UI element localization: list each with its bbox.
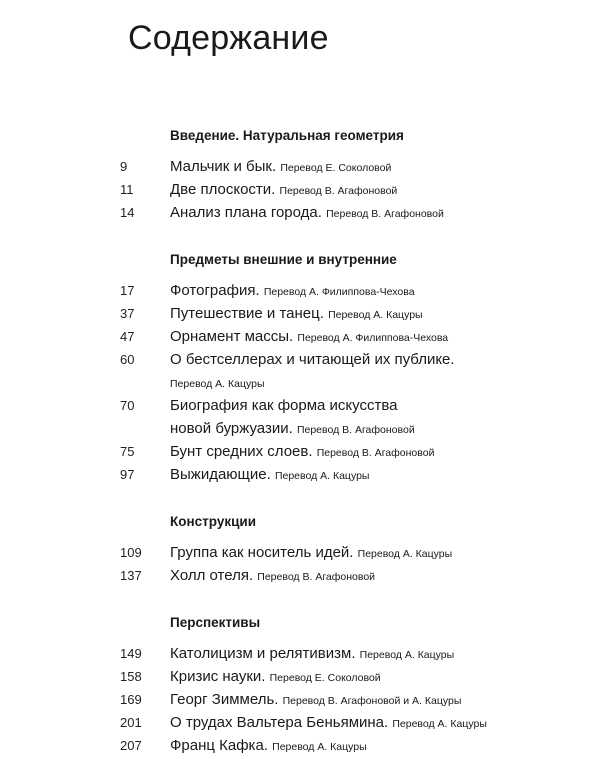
page-number: 37 [120,306,135,321]
entry-title[interactable] [170,665,381,690]
entry-title-text: О бестселлерах и читающей их публике. [170,351,455,368]
toc-entry-line [0,463,600,486]
translator-credit: Перевод В. Агафоновой [279,185,398,197]
toc-entry[interactable] [0,642,600,665]
page-number: 109 [120,545,142,560]
entry-title[interactable] [170,302,423,327]
translator-credit: Перевод А. Кацуры [359,649,455,661]
toc-entry-line [0,564,600,587]
entry-title-text: Биография как форма искусства [170,397,398,414]
page-number: 75 [120,444,135,459]
translator-credit: Перевод Е. Соколовой [269,672,381,684]
toc-entry-line [0,201,600,224]
entry-title-text: Фотография. [170,282,260,299]
entry-title[interactable] [170,440,434,465]
page-number: 60 [120,352,135,367]
translator-credit: Перевод Е. Соколовой [280,162,392,174]
section-title: Предметы внешние и внутренние [170,252,397,267]
page-number: 17 [120,283,135,298]
entry-title[interactable] [170,688,461,713]
entry-title-text: Бунт средних слоев. [170,443,313,460]
translator-credit: Перевод А. Филиппова-Чехова [297,332,449,344]
entry-title-text: Католицизм и релятивизм. [170,645,356,662]
toc-entry[interactable] [0,201,600,224]
page-number: 149 [120,646,142,661]
page-number: 201 [120,715,142,730]
toc-entry[interactable] [0,325,600,348]
entry-title-text: Путешествие и танец. [170,305,324,322]
toc-section [0,250,600,486]
entry-title[interactable] [170,325,448,350]
page-number: 70 [120,398,135,413]
page-number: 11 [120,182,134,197]
entry-title-text: Две плоскости. [170,181,276,198]
entry-title[interactable] [170,564,375,589]
translator-credit: Перевод А. Кацуры [272,741,367,753]
toc-entry[interactable] [0,665,600,688]
toc-entry-line [0,178,600,201]
toc-entry[interactable] [0,348,600,394]
toc-entry-line [0,711,600,734]
toc-entry[interactable] [0,541,600,564]
entry-title-text: Группа как носитель идей. [170,544,354,561]
toc-entry-line [0,325,600,348]
translator-line [170,371,600,394]
table-of-contents [0,100,600,757]
toc-entry[interactable] [0,564,600,587]
entry-title[interactable] [170,279,415,304]
page-number: 47 [120,329,135,344]
entry-title[interactable] [170,541,452,566]
page-number: 207 [120,738,142,753]
toc-entry[interactable] [0,734,600,757]
toc-entry[interactable] [0,440,600,463]
page-number: 97 [120,467,135,482]
entry-title[interactable] [170,711,487,736]
entry-title-text: Кризис науки. [170,668,266,685]
toc-entry-line [0,440,600,463]
toc-entry[interactable] [0,279,600,302]
toc-section [0,613,600,757]
toc-entry-line [0,642,600,665]
section-title: Конструкции [170,514,256,529]
toc-entry-line [0,155,600,178]
translator-credit: Перевод А. Кацуры [357,548,453,560]
page-number: 137 [120,568,142,583]
toc-entry[interactable] [0,178,600,201]
toc-entry-line [0,279,600,302]
translator-credit: Перевод В. Агафоновой [316,447,435,459]
page-number: 169 [120,692,142,707]
entry-title[interactable] [170,642,454,667]
entry-title[interactable] [170,734,367,759]
translator-credit: Перевод В. Агафоновой [326,208,444,220]
translator-credit: Перевод В. Агафоновой [296,424,415,436]
toc-section [0,126,600,224]
entry-title[interactable] [170,201,444,226]
toc-entry[interactable] [0,463,600,486]
entry-title[interactable] [170,178,397,203]
entry-title-text: новой буржуазии. [170,420,293,437]
entry-title-text: Франц Кафка. [170,737,268,754]
page-number: 9 [120,159,128,174]
page-number: 14 [120,205,135,220]
entry-title-text: Холл отеля. [170,567,254,584]
entry-title-continuation [170,417,600,440]
toc-entry-line [0,734,600,757]
section-title: Перспективы [170,615,261,630]
translator-credit: Перевод А. Кацуры [170,378,265,390]
translator-credit: Перевод А. Кацуры [328,309,423,321]
translator-credit: Перевод В. Агафоновой и А. Кацуры [282,695,462,707]
toc-entry-line [0,348,600,371]
entry-title-text: Мальчик и бык. [170,158,277,175]
toc-entry-line [0,541,600,564]
entry-title[interactable] [170,348,455,371]
toc-entry[interactable] [0,688,600,711]
toc-entry-line [0,302,600,325]
page-title: Содержание [128,19,329,57]
translator-credit: Перевод А. Кацуры [274,470,370,482]
toc-entry[interactable] [0,394,600,440]
section-title: Введение. Натуральная геометрия [170,128,404,143]
page-number: 158 [120,669,142,684]
toc-entry-line [0,665,600,688]
toc-entry[interactable] [0,711,600,734]
entry-title-text: О трудах Вальтера Беньямина. [170,714,389,731]
entry-title[interactable] [170,155,391,180]
entry-title[interactable] [170,463,369,488]
translator-credit: Перевод А. Филиппова-Чехова [263,286,415,298]
entry-title-text: Выжидающие. [170,466,271,483]
toc-entry[interactable] [0,302,600,325]
toc-entry-line [0,688,600,711]
toc-section [0,512,600,587]
entry-title-text: Георг Зиммель. [170,691,279,708]
toc-entry[interactable] [0,155,600,178]
toc-entry-line [0,394,600,417]
entry-title-text: Орнамент массы. [170,328,294,345]
entry-title-text: Анализ плана города. [170,204,322,221]
translator-credit: Перевод А. Кацуры [392,718,487,730]
translator-credit: Перевод В. Агафоновой [257,571,376,583]
entry-title[interactable] [170,394,398,417]
